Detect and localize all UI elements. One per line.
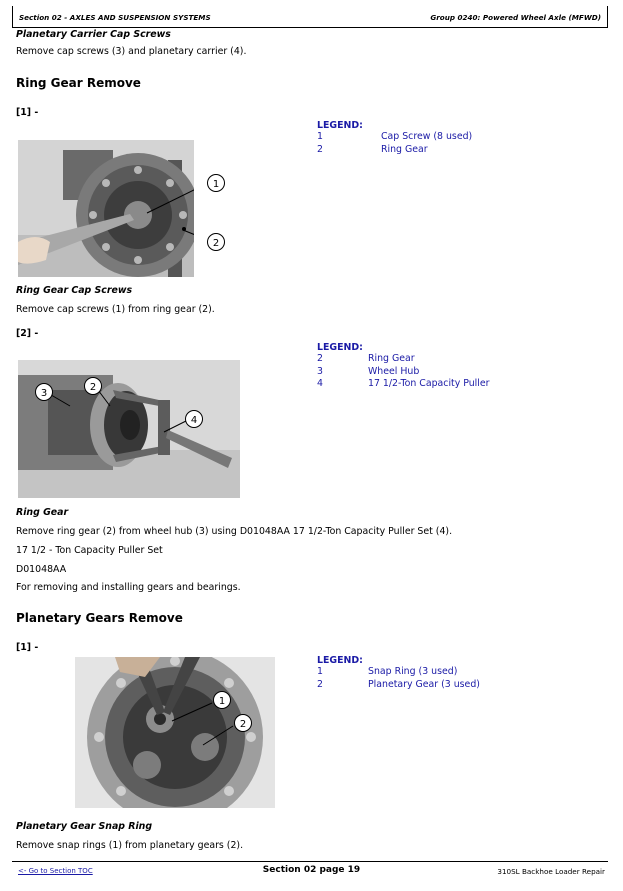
legend-title: LEGEND: (317, 655, 363, 666)
legend-label: 17 1/2-Ton Capacity Puller (368, 378, 490, 389)
figure-caption-carrier: Planetary Carrier Cap Screws (16, 29, 171, 40)
step-number: [1] - (16, 642, 39, 653)
legend-number: 1 (317, 666, 323, 677)
legend-label: Snap Ring (3 used) (368, 666, 458, 677)
figure-caption: Ring Gear (16, 507, 69, 518)
callouts-photo3 (205, 685, 265, 740)
callout-2: 2 (89, 382, 97, 393)
legend-label: Ring Gear (381, 143, 428, 155)
legend-label: Cap Screw (8 used) (381, 131, 473, 142)
instruction-text: Remove cap screws (3) and planetary carrier (4). (16, 46, 247, 57)
section-heading-ring-gear: Ring Gear Remove (16, 76, 141, 90)
legend-number: 4 (317, 378, 323, 389)
page-number: Section 02 page 19 (262, 865, 361, 875)
legend-row (317, 131, 577, 144)
legend-title: LEGEND: (317, 120, 363, 131)
callout-2: 2 (239, 719, 247, 730)
legend-label: Planetary Gear (3 used) (368, 678, 480, 690)
tool-number: D01048AA (16, 564, 67, 575)
legend-ring-gear-step1 (317, 120, 577, 156)
legend-number: 3 (317, 365, 323, 377)
legend-title: LEGEND: (317, 342, 363, 353)
legend-row (317, 679, 577, 692)
tool-description: For removing and installing gears and bearings. (16, 582, 241, 593)
figure-caption: Ring Gear Cap Screws (16, 285, 133, 296)
legend-label: Ring Gear (368, 353, 415, 364)
tool-name: 17 1/2 - Ton Capacity Puller Set (16, 545, 163, 556)
legend-label: Wheel Hub (368, 365, 420, 377)
header-section: Section 02 - AXLES AND SUSPENSION SYSTEMS (19, 13, 211, 22)
callouts-photo2 (30, 375, 215, 435)
page-header (12, 6, 608, 28)
callouts-photo1 (186, 170, 226, 255)
legend-number: 2 (317, 678, 323, 690)
step-number: [2] - (16, 328, 39, 339)
legend-number: 2 (317, 143, 323, 155)
legend-ring-gear-step2 (317, 342, 577, 391)
legend-row (317, 366, 577, 379)
callout-1: 1 (218, 696, 226, 707)
callout-4: 4 (190, 415, 198, 426)
legend-row (317, 378, 577, 391)
manual-title: 310SL Backhoe Loader Repair (497, 867, 605, 876)
photo-ring-gear-cap-screws (18, 140, 194, 277)
instruction-text: Remove ring gear (2) from wheel hub (3) using D01048AA 17 1/2-Ton Capacity Puller Set (4). (16, 526, 453, 537)
legend-row (317, 353, 577, 366)
step-number: [1] - (16, 107, 39, 118)
figure-caption: Planetary Gear Snap Ring (16, 821, 153, 832)
callout-3: 3 (40, 388, 48, 399)
legend-planetary-gears-step1 (317, 655, 577, 691)
legend-number: 1 (317, 131, 323, 142)
footer-divider (12, 861, 608, 862)
instruction-text: Remove snap rings (1) from planetary gears (2). (16, 840, 244, 851)
section-heading-planetary-gears: Planetary Gears Remove (16, 611, 183, 625)
callout-1: 1 (212, 179, 220, 190)
header-group: Group 0240: Powered Wheel Axle (MFWD) (430, 13, 601, 22)
instruction-text: Remove cap screws (1) from ring gear (2). (16, 304, 215, 315)
legend-number: 2 (317, 353, 323, 364)
legend-row (317, 144, 577, 157)
go-to-section-toc-link[interactable]: <- Go to Section TOC (18, 867, 93, 875)
legend-row (317, 666, 577, 679)
callout-2: 2 (212, 238, 220, 249)
